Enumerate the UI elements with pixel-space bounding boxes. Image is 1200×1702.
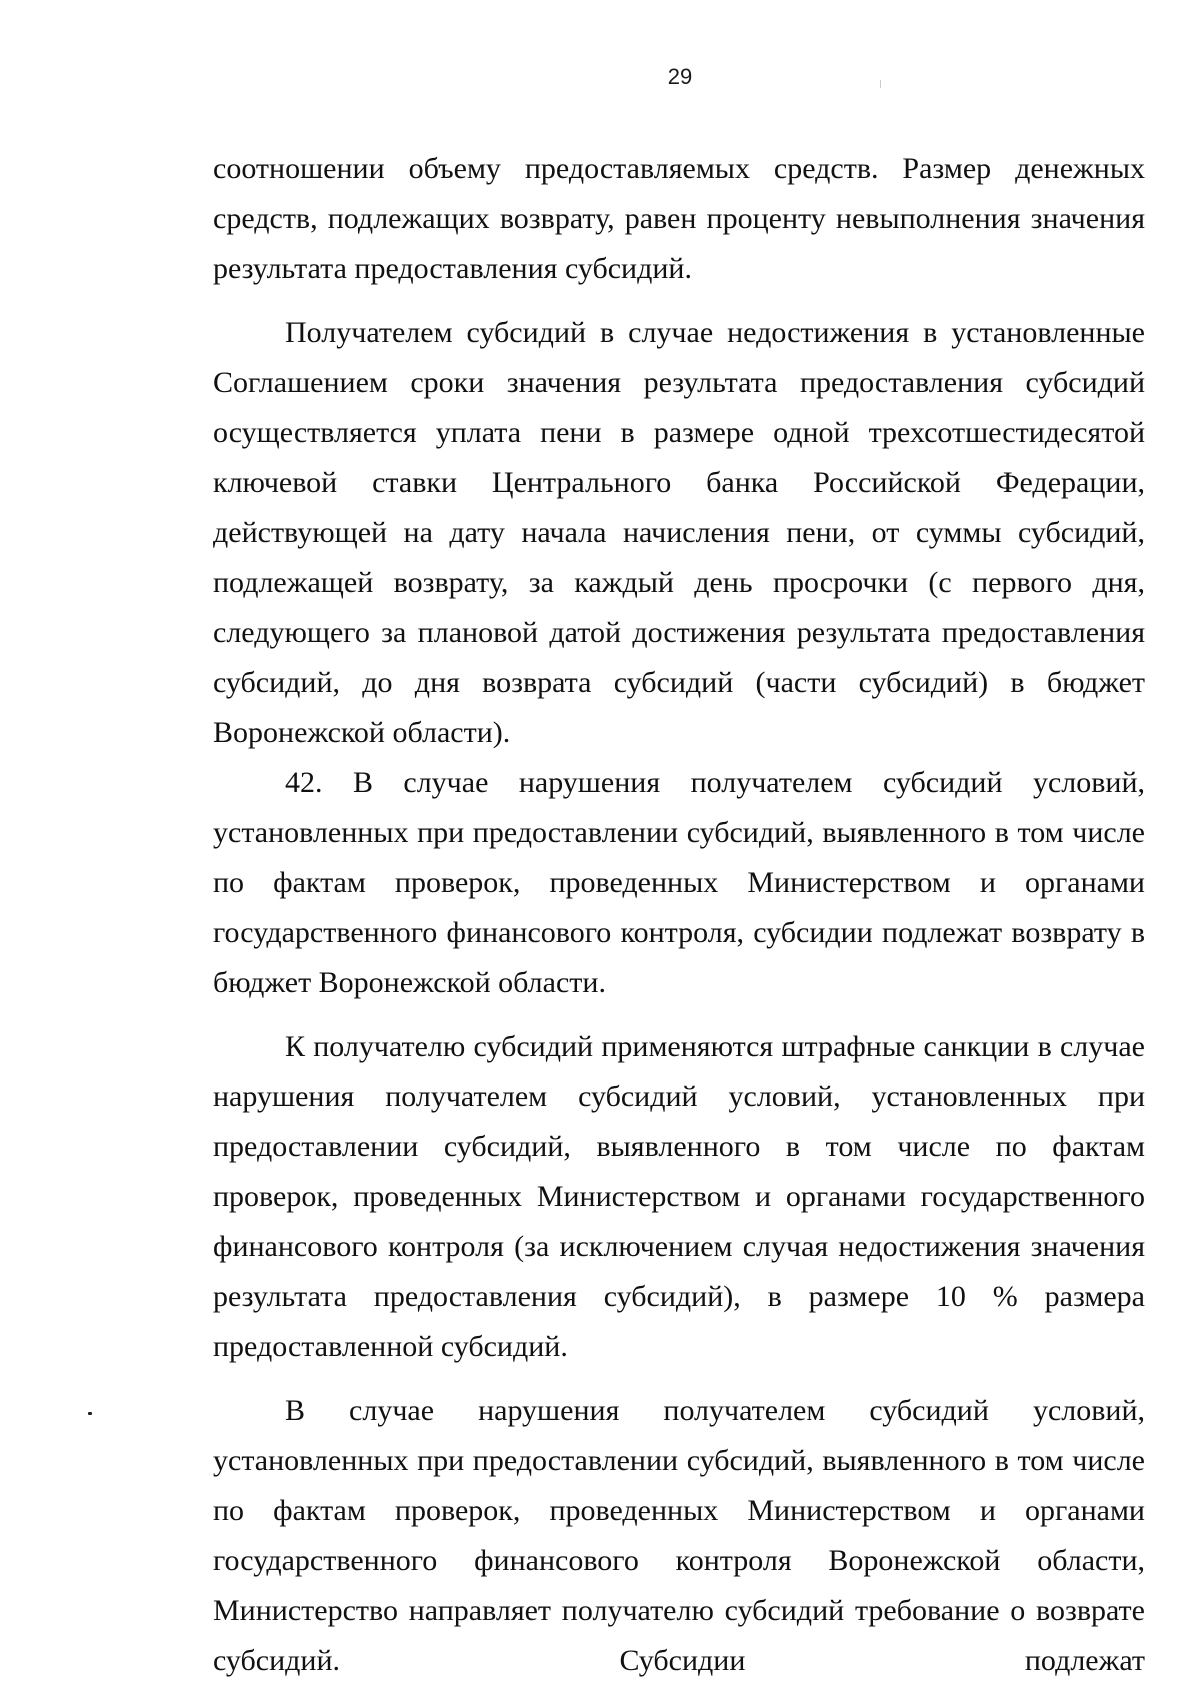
paragraph-penalty-interest: Получателем субсидий в случае недостижения в установленные Соглашением сроки значения результата предоставления субсидий осуществляется уплата пени в размере одной трехсотшестидесятой ключевой ставки Центрального банка Российской Федерации, действующей на дату начала начисления пени, от суммы субсидий, подлежащей возврату, за каждый день просрочки (с первого дня, следующего за плановой датой достижения результата предоставления субсидий, до дня возврата субсидий (части субсидий) в бюджет Воронежской области). [213,316,1145,749]
paragraph-refund-demand: В случае нарушения получателем субсидий условий, установленных при предоставлении субсидий, выявленного в том числе по фактам проверок, проведенных Министерством и органами государственного финансового контроля Воронежской области, Министерство направляет получателю субсидий требование о возврате субсидий. Субсидии подлежат [213,1394,1145,1677]
paragraph-fine-sanctions: К получателю субсидий применяются штрафные санкции в случае нарушения получателем субсидий условий, установленных при предоставлении субсидий, выявленного в том числе по фактам проверок, проведенных Министерством и органами государственного финансового контроля (за исключением случая недостижения значения результата предоставления субсидий), в размере 10 % размера предоставленной субсидий. [213,1030,1145,1363]
paragraph-clause-42: 42. В случае нарушения получателем субсидий условий, установленных при предоставлении субсидий, выявленного в том числе по фактам проверок, проведенных Министерством и органами государственного финансового контроля, субсидии подлежат возврату в бюджет Воронежской области. [213,766,1145,999]
body-text [213,144,1145,1686]
margin-dot-mark [88,1412,92,1415]
page-number: 29 [667,64,693,89]
paragraph-continuation: соотношении объему предоставляемых средств. Размер денежных средств, подлежащих возврату, равен проценту невыполнения значения результата предоставления субсидий. [213,152,1145,285]
